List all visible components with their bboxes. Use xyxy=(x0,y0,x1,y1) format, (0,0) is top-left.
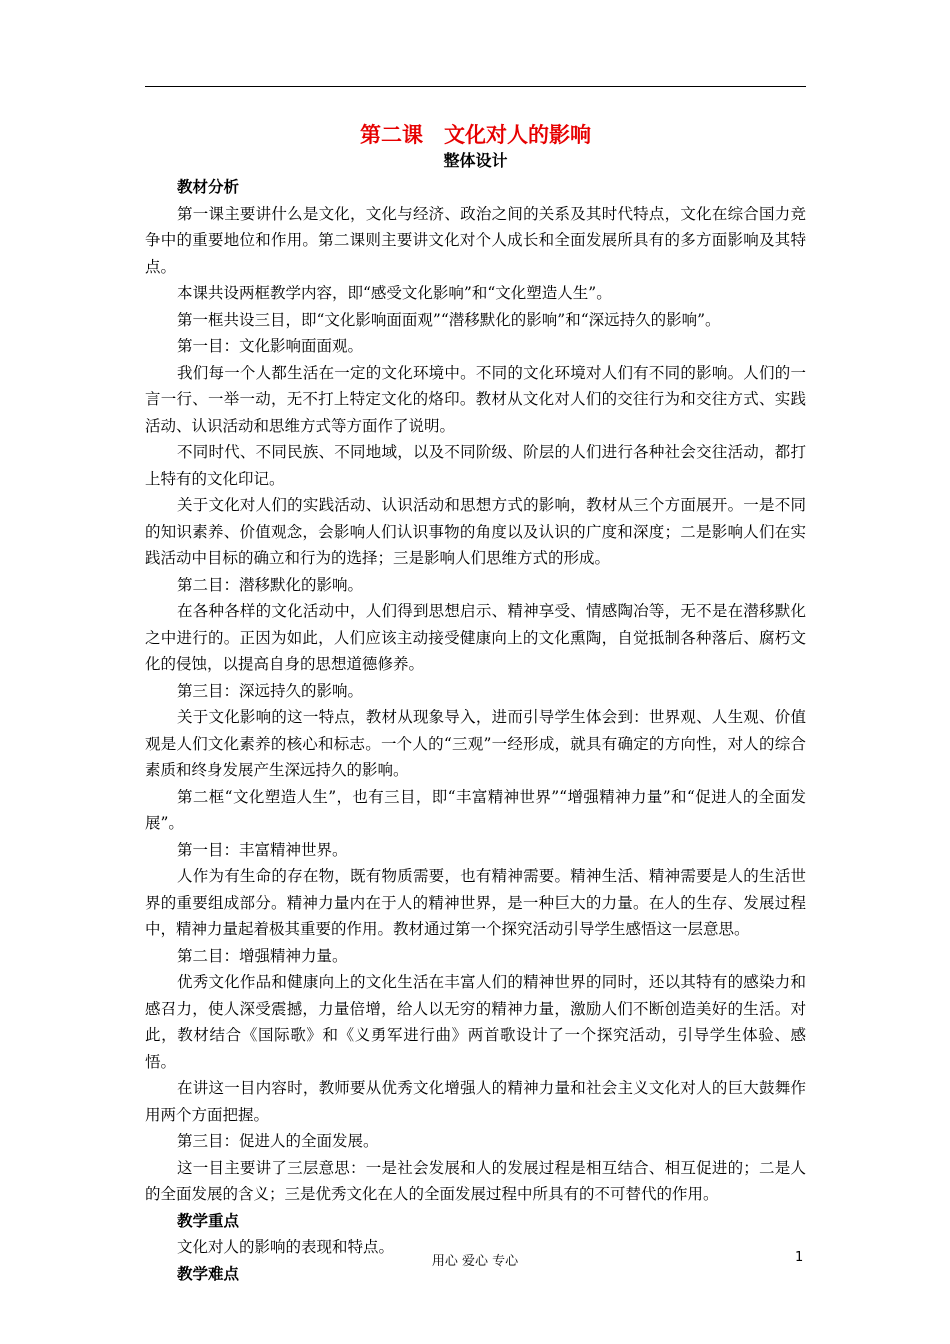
header-rule xyxy=(145,86,806,87)
paragraph: 第二目：增强精神力量。 xyxy=(177,946,348,965)
page-number: 1 xyxy=(795,1250,804,1265)
paragraph: 人作为有生命的存在物，既有物质需要，也有精神需要。精神生活、精神需要是人的生活世界的重要组成部分。精神力量内在于人的精神世界，是一种巨大的力量。在人的生存、发展过程中，精神力量起着极其重要的作用。教材通过第一个探究活动引导学生感悟这一层意思。 xyxy=(145,867,806,938)
paragraph: 第一课主要讲什么是文化，文化与经济、政治之间的关系及其时代特点，文化在综合国力竞争中的重要地位和作用。第二课则主要讲文化对个人成长和全面发展所具有的多方面影响及其特点。 xyxy=(145,204,806,276)
section-heading-difficulties: 教学难点 xyxy=(177,1264,240,1283)
paragraph: 第二框“文化塑造人生”，也有三目，即“丰富精神世界”“增强精神力量”和“促进人的全面发展”。 xyxy=(145,787,806,832)
paragraph: 第二目：潜移默化的影响。 xyxy=(177,575,364,594)
paragraph: 不同时代、不同民族、不同地域，以及不同阶级、阶层的人们进行各种社会交往活动，都打上特有的文化印记。 xyxy=(145,443,806,488)
section-heading-analysis: 教材分析 xyxy=(177,178,240,196)
paragraph: 优秀文化作品和健康向上的文化生活在丰富人们的精神世界的同时，还以其特有的感染力和感召力，使人深受震撼，力量倍增，给人以无穷的精神力量，激励人们不断创造美好的生活。对此，教材结合《国际歌》和《义勇军进行曲》两首歌设计了一个探究活动，引导学生体验、感悟。 xyxy=(145,973,806,1071)
paragraph: 第一目：文化影响面面观。 xyxy=(177,337,364,355)
paragraph: 我们每一个人都生活在一定的文化环境中。不同的文化环境对人们有不同的影响。人们的一言一行、一举一动，无不打上特定文化的烙印。教材从文化对人们的交往行为和交往方式、实践活动、认识活动和思维方式等方面作了说明。 xyxy=(145,363,806,435)
page-title: 第二课 文化对人的影响 xyxy=(360,123,591,147)
paragraph: 在各种各样的文化活动中，人们得到思想启示、精神享受、情感陶冶等，无不是在潜移默化之中进行的。正因为如此，人们应该主动接受健康向上的文化熏陶，自觉抵制各种落后、腐朽文化的侵蚀，以提高自身的思想道德修养。 xyxy=(145,602,806,673)
paragraph: 第一框共设三目，即“文化影响面面观”“潜移默化的影响”和“深远持久的影响”。 xyxy=(177,310,721,329)
paragraph: 第一目：丰富精神世界。 xyxy=(177,840,348,859)
paragraph: 第三目：促进人的全面发展。 xyxy=(177,1132,379,1150)
document-body xyxy=(145,120,806,1287)
paragraph: 在讲这一目内容时，教师要从优秀文化增强人的精神力量和社会主义文化对人的巨大鼓舞作用两个方面把握。 xyxy=(145,1079,806,1124)
footer-slogan: 用心 爱心 专心 xyxy=(431,1254,519,1269)
paragraph: 关于文化对人们的实践活动、认识活动和思想方式的影响，教材从三个方面展开。一是不同的知识素养、价值观念，会影响人们认识事物的角度以及认识的广度和深度；二是影响人们在实践活动中目标的确立和行为的选择；三是影响人们思维方式的形成。 xyxy=(145,496,806,567)
paragraph: 本课共设两框教学内容，即“感受文化影响”和“文化塑造人生”。 xyxy=(177,284,612,302)
section-heading-key-points: 教学重点 xyxy=(177,1211,240,1230)
paragraph: 文化对人的影响的表现和特点。 xyxy=(177,1238,395,1256)
page-subtitle: 整体设计 xyxy=(443,151,508,170)
paragraph: 关于文化影响的这一特点，教材从现象导入，进而引导学生体会到：世界观、人生观、价值观是人们文化素养的核心和标志。一个人的“三观”一经形成，就具有确定的方向性，对人的综合素质和终身发展产生深远持久的影响。 xyxy=(145,708,806,779)
paragraph: 这一目主要讲了三层意思：一是社会发展和人的发展过程是相互结合、相互促进的；二是人的全面发展的含义；三是优秀文化在人的全面发展过程中所具有的不可替代的作用。 xyxy=(145,1158,806,1203)
paragraph: 第三目：深远持久的影响。 xyxy=(177,681,364,700)
